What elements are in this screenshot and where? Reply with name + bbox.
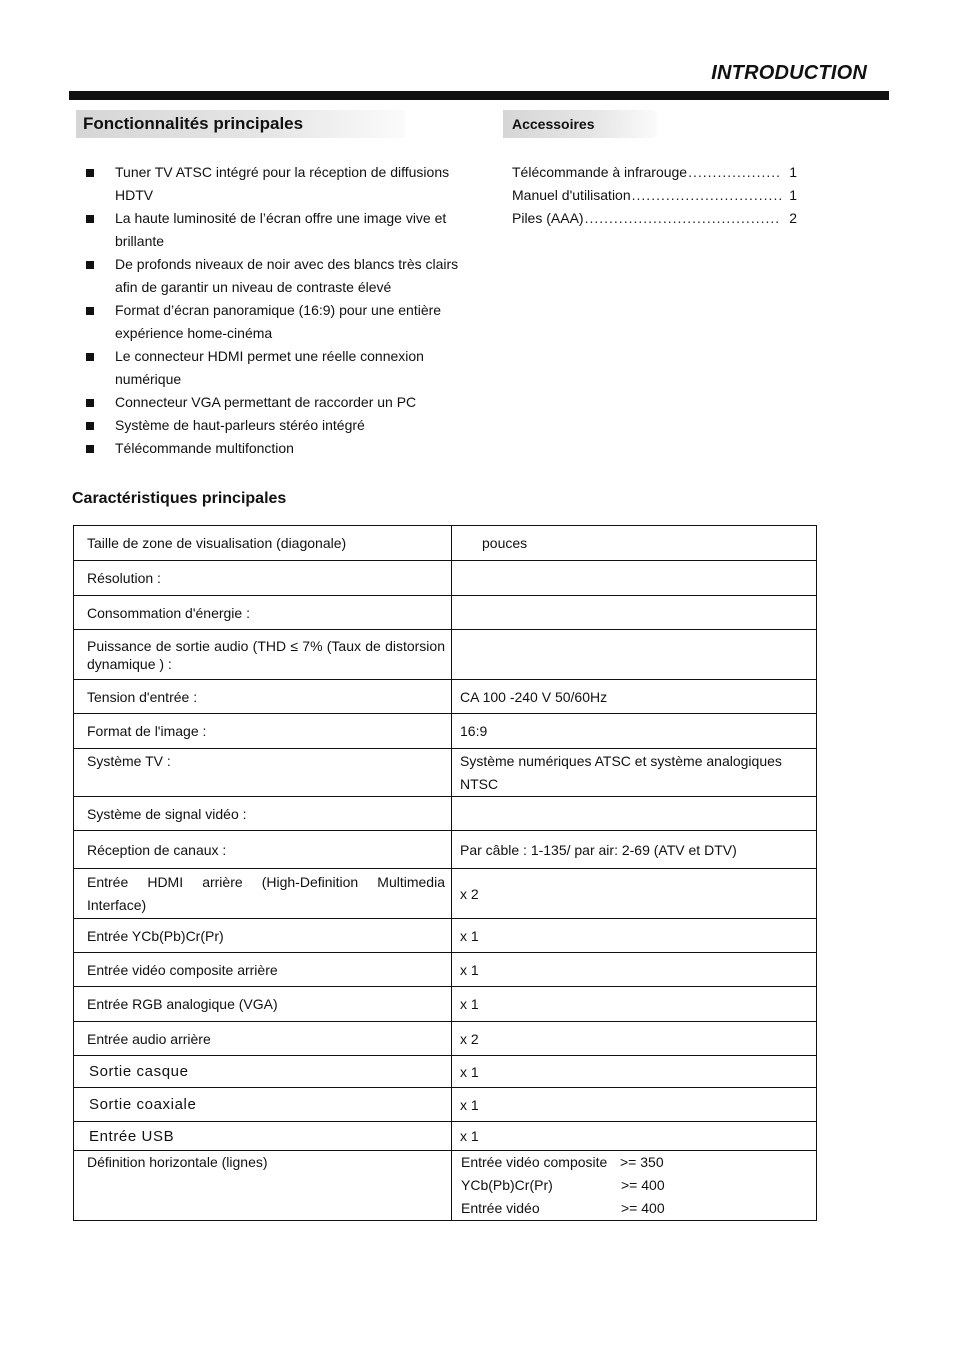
- table-row: [74, 1056, 817, 1088]
- spec-label: Système de signal vidéo :: [74, 797, 452, 831]
- spec-value: x 1: [452, 1056, 817, 1088]
- table-row: [74, 630, 817, 680]
- features-heading: Fonctionnalités principales: [76, 110, 405, 138]
- table-row: [74, 561, 817, 596]
- table-row: [74, 831, 817, 869]
- page-header-title: INTRODUCTION: [711, 62, 867, 84]
- features-list: [84, 161, 464, 460]
- spec-label: Taille de zone de visualisation (diagonale): [74, 526, 452, 561]
- table-row: [74, 797, 817, 831]
- square-bullet-icon: [86, 261, 94, 269]
- square-bullet-icon: [86, 353, 94, 361]
- accessories-heading: Accessoires: [503, 110, 657, 138]
- definition-line: Entrée vidéo composite >= 350: [461, 1154, 664, 1170]
- spec-value: x 1: [452, 1088, 817, 1122]
- table-row: [74, 869, 817, 919]
- spec-value: x 2: [452, 869, 817, 919]
- spec-value: Système numériques ATSC et système analogiques NTSC: [452, 749, 817, 797]
- spec-value: 16:9: [452, 714, 817, 749]
- table-row: [74, 953, 817, 987]
- spec-label: Format de l'image :: [74, 714, 452, 749]
- specs-table: [73, 525, 817, 1221]
- table-row: [74, 919, 817, 953]
- spec-value: x 2: [452, 1022, 817, 1056]
- feature-item: Connecteur VGA permettant de raccorder un PC: [84, 391, 464, 414]
- spec-label: Système TV :: [74, 749, 452, 797]
- dot-leader: [632, 184, 781, 207]
- header-rule: [69, 91, 889, 100]
- spec-label: Résolution :: [74, 561, 452, 596]
- spec-label: Définition horizontale (lignes): [74, 1151, 452, 1221]
- spec-value: [452, 797, 817, 831]
- spec-value: x 1: [452, 953, 817, 987]
- spec-value: [452, 596, 817, 630]
- feature-item: De profonds niveaux de noir avec des blancs très clairs afin de garantir un niveau de contraste élevé: [84, 253, 464, 299]
- spec-label: Entrée RGB analogique (VGA): [74, 987, 452, 1022]
- table-row: [74, 714, 817, 749]
- spec-value: x 1: [452, 919, 817, 953]
- table-row: [74, 1122, 817, 1151]
- table-row: [74, 596, 817, 630]
- feature-item: Système de haut-parleurs stéréo intégré: [84, 414, 464, 437]
- feature-item: La haute luminosité de l’écran offre une image vive et brillante: [84, 207, 464, 253]
- spec-label: Consommation d'énergie :: [74, 596, 452, 630]
- spec-label: Puissance de sortie audio (THD ≤ 7% (Taux de distorsion dynamique ) :: [74, 630, 452, 680]
- accessory-item: Télécommande à infrarouge ..... 1: [512, 161, 797, 184]
- table-row: [74, 1151, 817, 1221]
- square-bullet-icon: [86, 445, 94, 453]
- definition-line: YCb(Pb)Cr(Pr) >= 400: [461, 1177, 665, 1193]
- square-bullet-icon: [86, 169, 94, 177]
- spec-value: CA 100 -240 V 50/60Hz: [452, 680, 817, 714]
- accessories-list: [512, 161, 797, 230]
- square-bullet-icon: [86, 399, 94, 407]
- feature-item: Télécommande multifonction: [84, 437, 464, 460]
- spec-label: Réception de canaux :: [74, 831, 452, 869]
- spec-value: x 1: [452, 1122, 817, 1151]
- feature-item: Format d’écran panoramique (16:9) pour une entière expérience home-cinéma: [84, 299, 464, 345]
- square-bullet-icon: [86, 422, 94, 430]
- spec-value: pouces: [452, 526, 817, 561]
- feature-item: Le connecteur HDMI permet une réelle connexion numérique: [84, 345, 464, 391]
- spec-label: Entrée HDMI arrière (High-Definition Multimedia Interface): [74, 869, 452, 919]
- table-row: [74, 1088, 817, 1122]
- table-row: [74, 526, 817, 561]
- table-row: [74, 1022, 817, 1056]
- spec-label: Entrée USB: [74, 1122, 452, 1151]
- accessory-item: Manuel d'utilisation ..... 1: [512, 184, 797, 207]
- accessory-item: Piles (AAA) ..... 2: [512, 207, 797, 230]
- spec-label: Entrée YCb(Pb)Cr(Pr): [74, 919, 452, 953]
- spec-label: Sortie coaxiale: [74, 1088, 452, 1122]
- spec-label: Tension d'entrée :: [74, 680, 452, 714]
- definition-line: Entrée vidéo >= 400: [461, 1200, 665, 1216]
- specs-heading: Caractéristiques principales: [72, 490, 287, 507]
- table-row: [74, 987, 817, 1022]
- spec-value: x 1: [452, 987, 817, 1022]
- dot-leader: [585, 207, 781, 230]
- table-row: [74, 749, 817, 797]
- spec-label: Entrée vidéo composite arrière: [74, 953, 452, 987]
- feature-item: Tuner TV ATSC intégré pour la réception de diffusions HDTV: [84, 161, 464, 207]
- spec-label: Sortie casque: [74, 1056, 452, 1088]
- spec-label: Entrée audio arrière: [74, 1022, 452, 1056]
- dot-leader: [688, 161, 781, 184]
- spec-value: Par câble : 1-135/ par air: 2-69 (ATV et DTV): [452, 831, 817, 869]
- square-bullet-icon: [86, 307, 94, 315]
- square-bullet-icon: [86, 215, 94, 223]
- table-row: [74, 680, 817, 714]
- spec-value: [452, 630, 817, 680]
- spec-value: [452, 1151, 817, 1221]
- spec-value: [452, 561, 817, 596]
